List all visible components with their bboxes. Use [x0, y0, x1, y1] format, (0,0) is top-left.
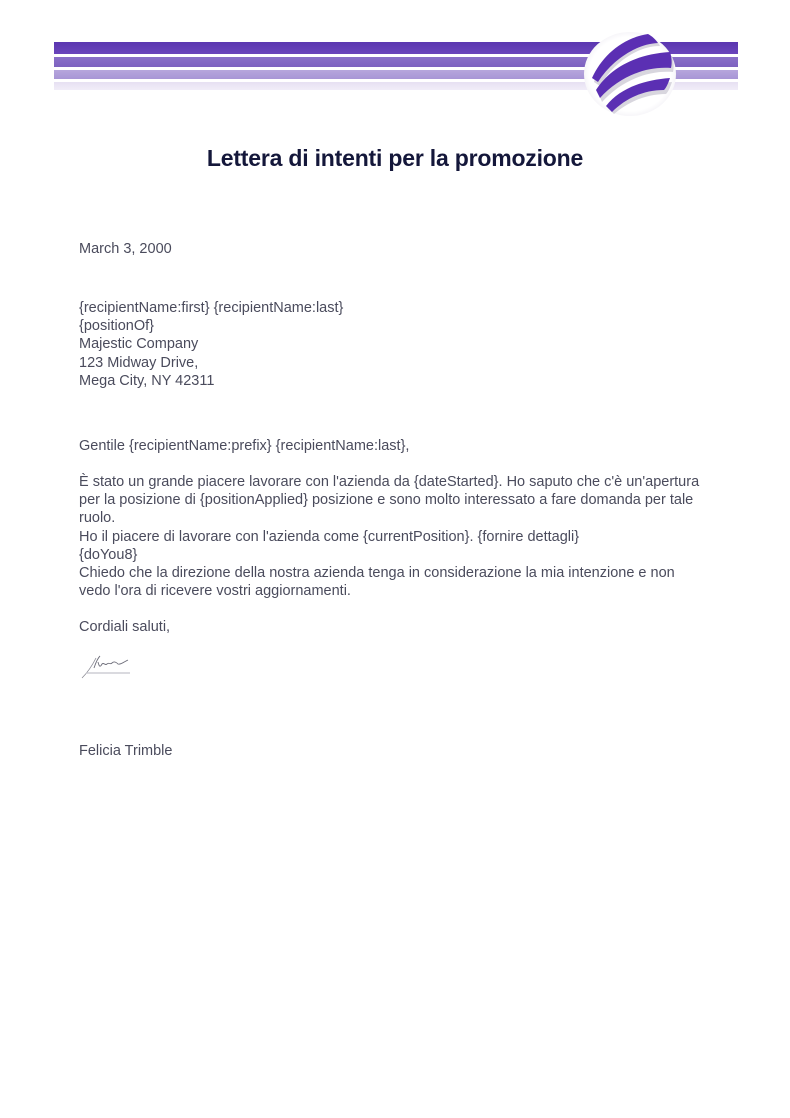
body-line: Chiedo che la direzione della nostra azienda tenga in considerazione la mia intenzione e non: [79, 565, 675, 582]
address-line: Majestic Company: [79, 336, 199, 353]
body-line: per la posizione di {positionApplied} posizione e sono molto interessato a fare domanda per tale: [79, 492, 694, 509]
closing: Cordiali saluti,: [79, 619, 171, 635]
body-line: vedo l'ora di ricevere vostri aggiornamenti.: [79, 583, 351, 600]
address-line: {recipientName:first} {recipientName:last}: [79, 300, 344, 316]
address-line: Mega City, NY 42311: [79, 372, 215, 389]
body-line: ruolo.: [79, 510, 116, 527]
header-banner: [54, 30, 738, 120]
recipient-address: [79, 299, 343, 390]
salutation: Gentile {recipientName:prefix} {recipientName:last},: [79, 438, 410, 454]
letter-date: March 3, 2000: [79, 241, 172, 257]
letter-body: [79, 473, 719, 600]
body-line: È stato un grande piacere lavorare con l'azienda da {dateStarted}. Ho saputo che c'è un'apertura: [79, 474, 700, 490]
signer-name: Felicia Trimble: [79, 743, 173, 759]
document-title: Lettera di intenti per la promozione: [206, 145, 584, 171]
body-line: {doYou8}: [79, 546, 138, 563]
address-line: 123 Midway Drive,: [79, 354, 199, 371]
globe-logo-icon: [580, 30, 680, 120]
address-line: {positionOf}: [79, 318, 154, 335]
signature-icon: [80, 652, 134, 680]
body-line: Ho il piacere di lavorare con l'azienda come {currentPosition}. {fornire dettagli}: [79, 528, 580, 545]
